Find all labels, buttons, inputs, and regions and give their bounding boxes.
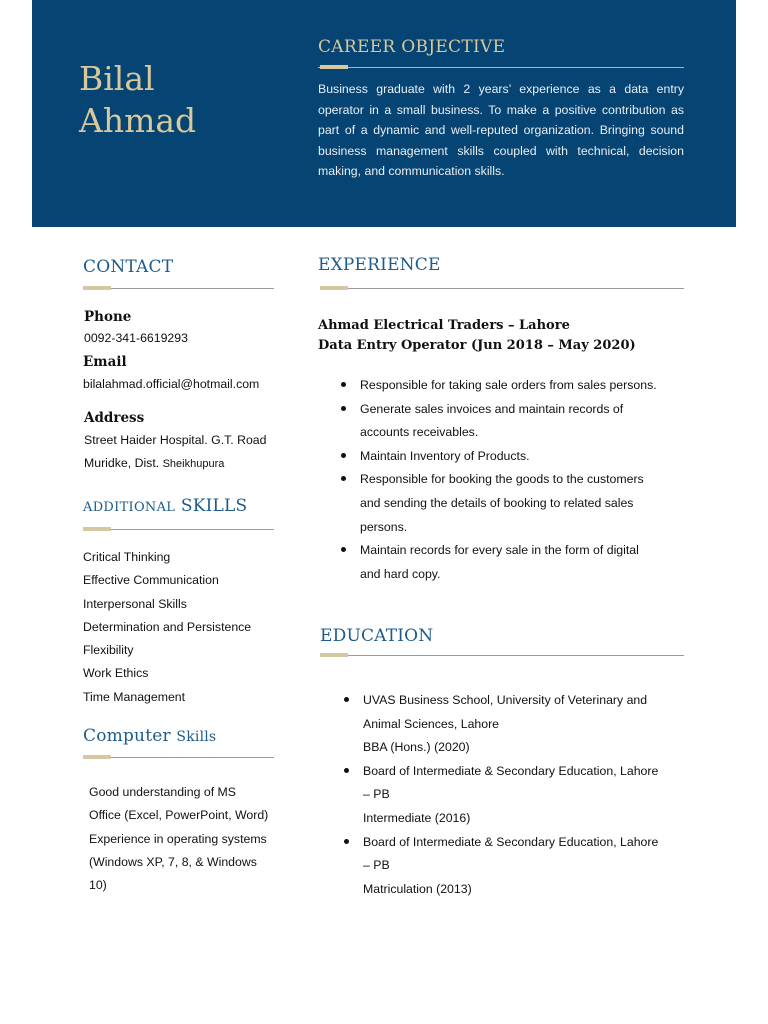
- divider-accent: [320, 653, 348, 657]
- bullet-line: Responsible for taking sale orders from sales persons.: [360, 378, 657, 392]
- email-value: bilalahmad.official@hotmail.com: [83, 377, 260, 391]
- list-item: [360, 374, 690, 398]
- list-item: Work Ethics: [83, 666, 149, 681]
- divider-accent: [320, 65, 348, 69]
- education-line: Board of Intermediate & Secondary Education, Lahore: [363, 834, 659, 849]
- list-item: Time Management: [83, 689, 186, 704]
- education-line: – PB: [363, 787, 390, 802]
- list-item: Critical Thinking: [83, 550, 171, 564]
- list-item: [360, 468, 690, 539]
- career-objective-text: Business graduate with 2 years’ experience as a data entry operator in a small business. To make a positive contribution as part of a dynamic and well-reputed organization. Bringing sound business management skills coupled with technical, decision making, and communication skills.: [318, 82, 684, 179]
- computer-skills-title: [83, 726, 216, 746]
- list-item: [360, 445, 690, 469]
- list-item: Determination and Persistence: [83, 619, 252, 634]
- list-item: Flexibility: [83, 643, 134, 658]
- company-name: Ahmad Electrical Traders – Lahore: [318, 318, 570, 333]
- address-line-2-main: Muridke, Dist.: [84, 456, 160, 470]
- address-line-1: Street Haider Hospital. G.T. Road: [84, 433, 267, 447]
- education-line: Matriculation (2013): [363, 881, 472, 896]
- header-banner: [32, 0, 736, 227]
- list-item: [363, 689, 693, 760]
- contact-divider: [83, 288, 274, 289]
- education-line: Intermediate (2016): [363, 810, 471, 825]
- education-divider: [320, 655, 684, 656]
- additional-skills-title: [83, 496, 247, 516]
- additional-skills-title-main: SKILLS: [180, 496, 248, 516]
- phone-value: 0092-341-6619293: [84, 331, 188, 345]
- address-label: Address: [84, 410, 145, 426]
- education-line: Board of Intermediate & Secondary Education, Lahore: [363, 763, 659, 778]
- career-objective-divider: [318, 67, 684, 68]
- bullet-line: Generate sales invoices and maintain records of: [360, 401, 624, 416]
- list-item: [360, 398, 690, 445]
- experience-title: EXPERIENCE: [318, 255, 441, 275]
- text-line: (Windows XP, 7, 8, & Windows: [89, 854, 257, 869]
- bullet-line: Maintain records for every sale in the form of digital: [360, 543, 639, 558]
- job-role: Data Entry Operator (Jun 2018 – May 2020): [318, 338, 636, 353]
- list-item: [363, 760, 693, 831]
- bullet-line: accounts receivables.: [360, 425, 479, 440]
- education-line: – PB: [363, 858, 390, 873]
- divider-accent: [83, 527, 111, 531]
- contact-title: CONTACT: [83, 257, 174, 277]
- computer-skills-divider: [83, 757, 274, 758]
- career-objective-title: CAREER OBJECTIVE: [318, 37, 506, 57]
- bullet-line: persons.: [360, 519, 408, 534]
- divider-accent: [320, 286, 348, 290]
- address-line-2: [84, 456, 224, 470]
- bullet-line: Maintain Inventory of Products.: [360, 448, 530, 463]
- list-item: [360, 539, 690, 586]
- candidate-name: [79, 58, 196, 142]
- phone-label: Phone: [84, 309, 132, 325]
- divider-accent: [83, 755, 111, 759]
- experience-divider: [320, 288, 684, 289]
- computer-skills-title-main: Computer: [83, 726, 171, 746]
- list-item: Interpersonal Skills: [83, 596, 187, 611]
- education-title: EDUCATION: [320, 626, 434, 646]
- list-item: [363, 831, 693, 902]
- text-line: Experience in operating systems: [89, 831, 267, 846]
- additional-skills-list: [83, 546, 251, 709]
- bullet-line: Responsible for booking the goods to the customers: [360, 472, 644, 487]
- bullet-line: and hard copy.: [360, 566, 441, 581]
- last-name: Ahmad: [79, 101, 197, 140]
- list-item: Effective Communication: [83, 573, 219, 588]
- computer-skills-title-small: Skills: [176, 729, 217, 745]
- education-list: [363, 689, 693, 901]
- text-line: 10): [89, 878, 107, 893]
- computer-skills-text: [89, 781, 289, 897]
- divider-accent: [83, 286, 111, 290]
- text-line: Good understanding of MS: [89, 785, 236, 799]
- address-line-2-district: Sheikhupura: [162, 458, 225, 470]
- education-line: UVAS Business School, University of Veterinary and: [363, 693, 648, 707]
- education-line: BBA (Hons.) (2020): [363, 740, 470, 755]
- education-line: Animal Sciences, Lahore: [363, 716, 500, 731]
- experience-bullets: [360, 374, 690, 586]
- email-label: Email: [83, 354, 127, 370]
- first-name: Bilal: [79, 59, 155, 98]
- additional-skills-divider: [83, 529, 274, 530]
- text-line: Office (Excel, PowerPoint, Word): [89, 808, 269, 823]
- additional-skills-title-small: ADDITIONAL: [83, 500, 176, 515]
- experience-header: [318, 316, 636, 356]
- bullet-line: and sending the details of booking to related sales: [360, 495, 634, 510]
